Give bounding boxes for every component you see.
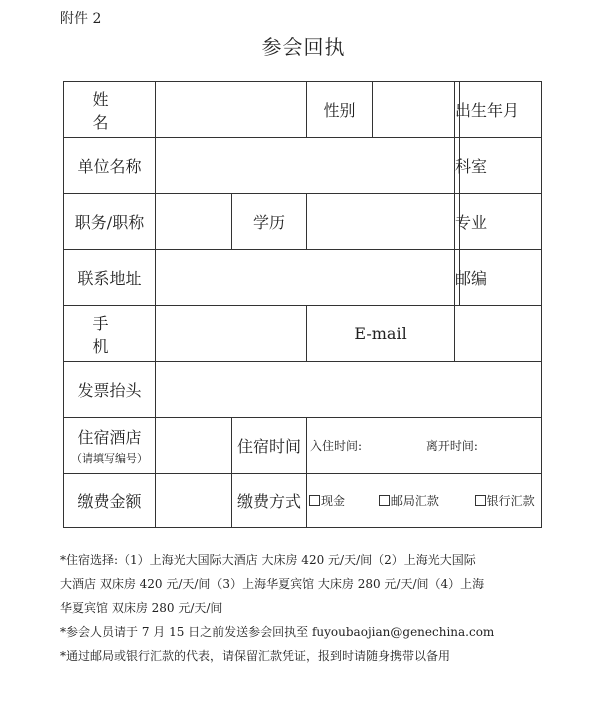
fee-label: 缴费金额 bbox=[64, 474, 156, 528]
note-line: *住宿选择:（1）上海光大国际大酒店 大床房 420 元/天/间（2）上海光大国际 bbox=[60, 553, 476, 567]
pay-method-options bbox=[307, 474, 542, 528]
dept-label: 科室 bbox=[455, 138, 460, 194]
address-label: 联系地址 bbox=[64, 250, 156, 306]
position-label: 职务/职称 bbox=[64, 194, 156, 250]
email-label: E-mail bbox=[307, 306, 455, 362]
table-row bbox=[64, 138, 542, 194]
registration-form-table bbox=[63, 81, 542, 528]
checkbox-icon bbox=[475, 495, 486, 506]
invoice-input[interactable] bbox=[156, 362, 542, 418]
pay-option-bank[interactable]: 银行汇款 bbox=[475, 492, 535, 509]
pay-option-cash[interactable]: 现金 bbox=[309, 492, 375, 509]
email-input[interactable] bbox=[455, 306, 542, 362]
table-row bbox=[64, 194, 542, 250]
mobile-label: 手 机 bbox=[64, 306, 156, 362]
gender-input[interactable] bbox=[373, 82, 455, 138]
pay-method-label: 缴费方式 bbox=[232, 474, 307, 528]
table-row bbox=[64, 306, 542, 362]
major-label: 专业 bbox=[455, 194, 460, 250]
pay-option-post[interactable]: 邮局汇款 bbox=[379, 492, 471, 509]
org-label: 单位名称 bbox=[64, 138, 156, 194]
note-line: 大酒店 双床房 420 元/天/间（3）上海华夏宾馆 大床房 280 元/天/间（4）上海 bbox=[60, 577, 485, 591]
postcode-label: 邮编 bbox=[455, 250, 460, 306]
notes bbox=[60, 548, 540, 668]
checkout-label: 离开时间: bbox=[425, 439, 478, 453]
note-line: 华夏宾馆 双床房 280 元/天/间 bbox=[60, 601, 223, 615]
note-line: *参会人员请于 7 月 15 日之前发送参会回执至 fuyoubaojian@genechina.com bbox=[60, 625, 495, 639]
attachment-label: 附件 2 bbox=[60, 11, 102, 27]
table-row bbox=[64, 418, 542, 474]
org-input[interactable] bbox=[156, 138, 455, 194]
hotel-label: 住宿酒店 （请填写编号） bbox=[64, 418, 156, 474]
hotel-input[interactable] bbox=[156, 418, 232, 474]
table-row bbox=[64, 82, 542, 138]
table-row bbox=[64, 474, 542, 528]
mobile-input[interactable] bbox=[156, 306, 307, 362]
table-row bbox=[64, 362, 542, 418]
stay-time-input[interactable] bbox=[307, 418, 542, 474]
page-title: 参会回执 bbox=[261, 35, 346, 59]
table-row bbox=[64, 250, 542, 306]
checkin-label: 入住时间: bbox=[310, 439, 363, 453]
birth-label: 出生年月 bbox=[455, 82, 460, 138]
checkbox-icon bbox=[379, 495, 390, 506]
position-input[interactable] bbox=[156, 194, 232, 250]
note-line: *通过邮局或银行汇款的代表，请保留汇款凭证，报到时请随身携带以备用 bbox=[60, 649, 451, 663]
invoice-label: 发票抬头 bbox=[64, 362, 156, 418]
hotel-hint: （请填写编号） bbox=[71, 452, 148, 465]
education-label: 学历 bbox=[232, 194, 307, 250]
stay-time-label: 住宿时间 bbox=[232, 418, 307, 474]
education-input[interactable] bbox=[307, 194, 455, 250]
name-label: 姓 名 bbox=[64, 82, 156, 138]
fee-input[interactable] bbox=[156, 474, 232, 528]
name-input[interactable] bbox=[156, 82, 307, 138]
checkbox-icon bbox=[309, 495, 320, 506]
address-input[interactable] bbox=[156, 250, 455, 306]
gender-label: 性别 bbox=[307, 82, 373, 138]
